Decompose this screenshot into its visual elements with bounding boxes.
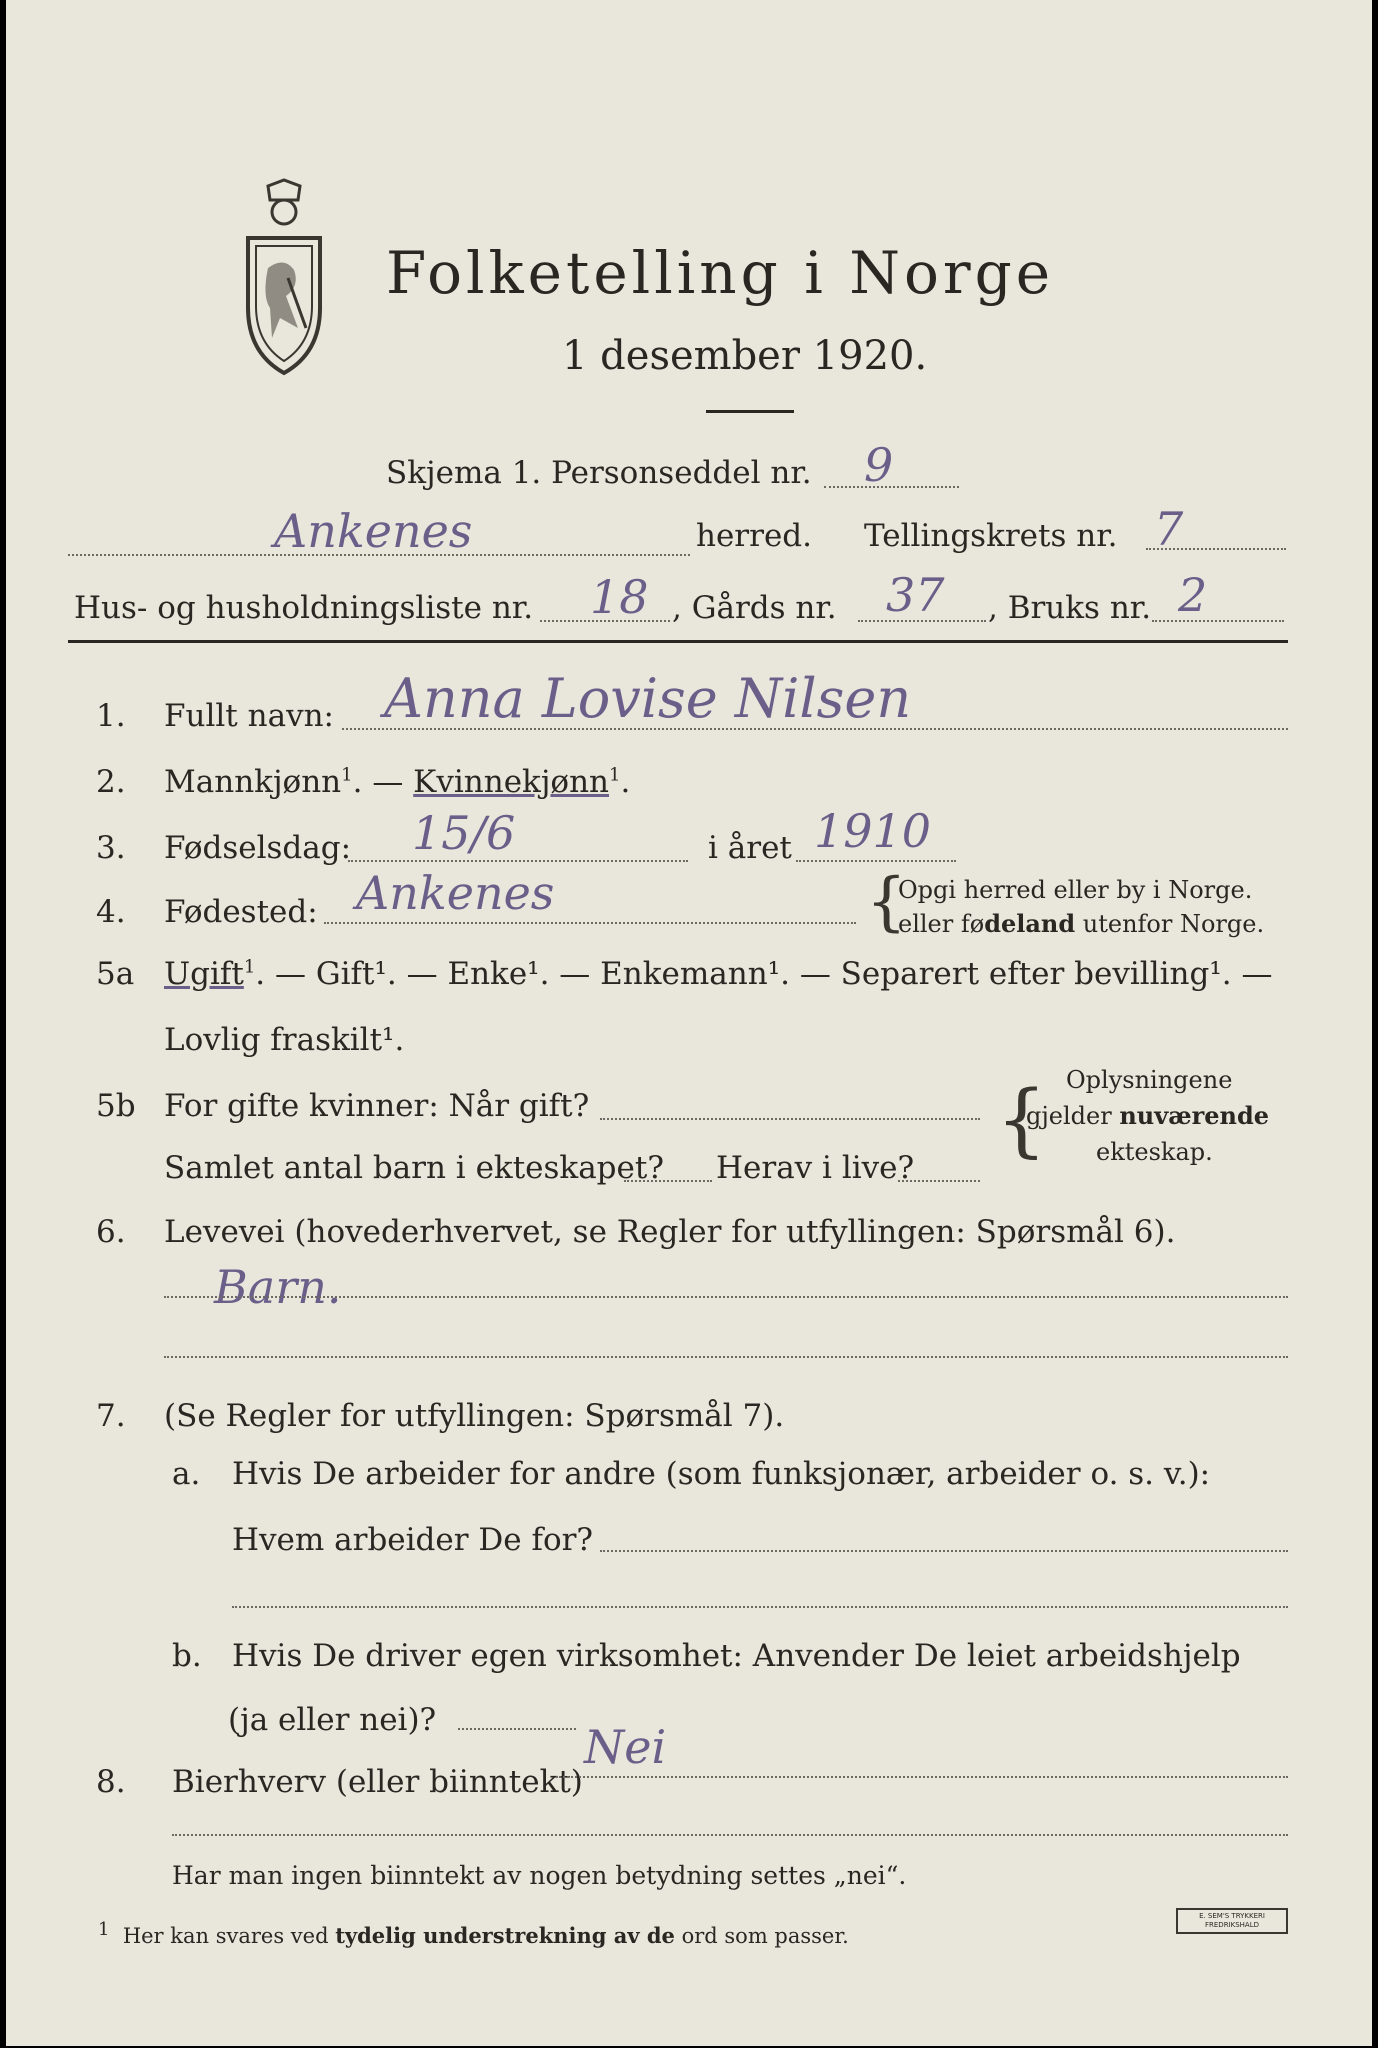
q4-note-line1: Opgi herred eller by i Norge.	[898, 876, 1253, 904]
header-divider	[68, 640, 1288, 643]
q5a-number: 5a	[96, 956, 135, 992]
q7a-label2: Hvem arbeider De for?	[232, 1522, 594, 1558]
q7b-label: Hvis De driver egen virksomhet: Anvender De leiet arbeidshjelp	[232, 1638, 1241, 1674]
q5b-number: 5b	[96, 1088, 136, 1124]
q5b-label-married: For gifte kvinner: Når gift?	[164, 1088, 590, 1124]
birthplace-field[interactable]	[324, 922, 856, 924]
footnote: $^1$ Her kan svares ved tydelig understrekning av de ord som passer.	[98, 1919, 849, 1948]
q7b-letter: b.	[172, 1638, 202, 1674]
q1-number: 1.	[96, 698, 126, 734]
full-name-value: Anna Lovise Nilsen	[384, 667, 912, 730]
q7a-letter: a.	[172, 1456, 201, 1492]
hus-label: Hus- og husholdningsliste nr.	[74, 590, 534, 626]
birthday-value: 15/6	[412, 806, 516, 860]
side-income-field[interactable]	[556, 1776, 1288, 1778]
occupation-field-2[interactable]	[164, 1356, 1288, 1358]
sex-option-male[interactable]: Mannkjønn	[164, 764, 342, 800]
q3-year-label: i året	[708, 830, 792, 866]
birthday-field[interactable]	[348, 860, 688, 862]
q2-sex-options: Mannkjønn$^1$. — Kvinnekjønn$^1$.	[164, 764, 631, 800]
employer-field-1[interactable]	[600, 1550, 1288, 1552]
status-option-ugift[interactable]: Ugift	[164, 956, 244, 992]
tellingskrets-value: 7	[1154, 502, 1184, 556]
children-count-field[interactable]	[624, 1180, 712, 1182]
q4-note-line2: eller fødeland utenfor Norge.	[898, 909, 1265, 938]
herred-label: herred.	[696, 518, 812, 554]
census-form	[6, 0, 1372, 2046]
q7-label: (Se Regler for utfyllingen: Spørsmål 7).	[164, 1398, 785, 1434]
side-income-note: Har man ingen biinntekt av nogen betydning settes „nei“.	[172, 1861, 907, 1890]
herred-value: Ankenes	[274, 504, 473, 558]
printer-stamp: E. SEM'S TRYKKERI FREDRIKSHALD	[1176, 1908, 1288, 1934]
q5b-label-alive: Herav i live?	[716, 1150, 915, 1186]
title-divider	[706, 410, 794, 413]
q5b-note-line1: Oplysningene	[1066, 1066, 1233, 1094]
bruks-label: , Bruks nr.	[988, 590, 1152, 626]
schema-label: Skjema 1. Personseddel nr.	[386, 455, 812, 491]
q5a-options: Ugift$^1$. — Gift¹. — Enke¹. — Enkemann¹. — Separert efter bevilling¹. —	[164, 956, 1273, 992]
tellingskrets-label: Tellingskrets nr.	[864, 518, 1118, 554]
occupation-field-1[interactable]	[164, 1296, 1288, 1298]
q6-label: Levevei (hovederhvervet, se Regler for utfyllingen: Spørsmål 6).	[164, 1214, 1176, 1250]
birth-year-value: 1910	[814, 804, 932, 858]
q3-number: 3.	[96, 830, 126, 866]
q5b-note-line2: gjelder nuværende	[1026, 1101, 1270, 1130]
personseddel-value: 9	[864, 438, 894, 492]
form-title: Folketelling i Norge	[386, 239, 1055, 307]
q4-label: Fødested:	[164, 894, 318, 930]
q5a-line2[interactable]: Lovlig fraskilt¹.	[164, 1022, 405, 1058]
birth-year-field[interactable]	[796, 860, 956, 862]
employer-field-2[interactable]	[232, 1606, 1288, 1608]
side-income-field-2[interactable]	[172, 1834, 1288, 1836]
gards-value: 37	[886, 568, 945, 622]
q4-brace: {	[866, 865, 907, 939]
hus-value: 18	[590, 570, 649, 624]
side-income-value: Nei	[584, 1720, 667, 1774]
q7a-label: Hvis De arbeider for andre (som funksjonær, arbeider o. s. v.):	[232, 1456, 1211, 1492]
coat-of-arms-icon	[228, 178, 340, 378]
q6-number: 6.	[96, 1214, 126, 1250]
q5b-note-line3: ekteskap.	[1096, 1138, 1213, 1166]
q7-number: 7.	[96, 1398, 126, 1434]
q7b-label2: (ja eller nei)?	[228, 1702, 437, 1738]
gards-label: , Gårds nr.	[672, 590, 837, 626]
q8-label: Bierhverv (eller biinntekt)	[172, 1764, 583, 1800]
bruks-field[interactable]	[1152, 620, 1284, 622]
occupation-value: Barn.	[214, 1260, 342, 1314]
q2-number: 2.	[96, 764, 126, 800]
sex-option-female[interactable]: Kvinnekjønn	[413, 764, 610, 800]
q4-number: 4.	[96, 894, 126, 930]
married-date-field[interactable]	[600, 1118, 980, 1120]
hired-help-field[interactable]	[458, 1728, 576, 1730]
birthplace-value: Ankenes	[356, 866, 555, 920]
form-date: 1 desember 1920.	[562, 333, 928, 379]
children-alive-field[interactable]	[898, 1180, 980, 1182]
q1-label: Fullt navn:	[164, 698, 334, 734]
q5b-label-children: Samlet antal barn i ekteskapet?	[164, 1150, 664, 1186]
bruks-value: 2	[1178, 568, 1208, 622]
q5b-brace: {	[996, 1073, 1047, 1166]
q8-number: 8.	[96, 1764, 126, 1800]
q3-label: Fødselsdag:	[164, 830, 352, 866]
